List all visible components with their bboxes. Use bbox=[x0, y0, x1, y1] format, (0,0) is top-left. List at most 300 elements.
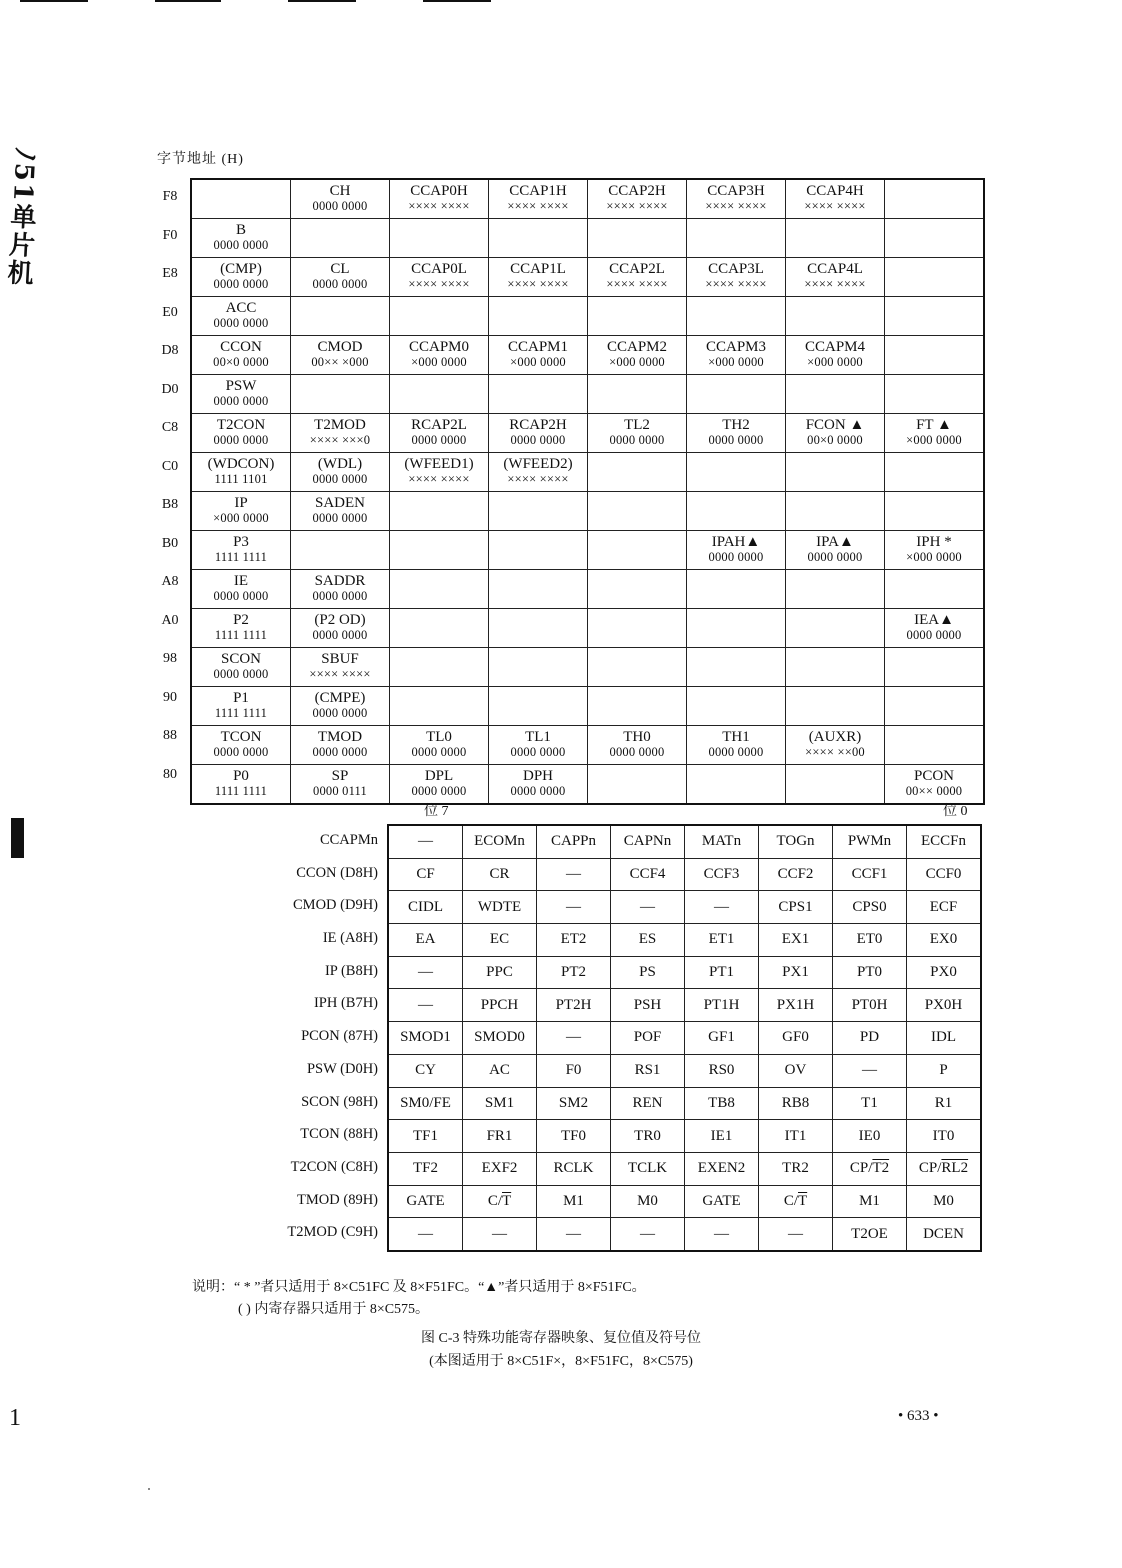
bit-cell: CCF3 bbox=[685, 858, 759, 891]
sfr-row bbox=[191, 179, 984, 219]
bit-cell: — bbox=[388, 956, 463, 989]
register-name: TL0 bbox=[426, 729, 452, 745]
sfr-cell bbox=[885, 375, 985, 414]
bit-register-label: PCON (87H) bbox=[301, 1028, 378, 1045]
reset-value: 0000 0000 bbox=[213, 433, 269, 447]
bit-definition-table bbox=[387, 824, 982, 1252]
note-line-1: 说明：“ * ”者只适用于 8×C51FC 及 8×F51FC。“▲”者只适用于 8×F51FC。 bbox=[192, 1280, 646, 1295]
bit-row bbox=[388, 858, 981, 891]
register-name: P1 bbox=[233, 690, 249, 706]
reset-value: 0000 0000 bbox=[411, 433, 467, 447]
register-name: TL1 bbox=[525, 729, 551, 745]
sfr-cell bbox=[390, 414, 489, 453]
sfr-cell bbox=[786, 297, 885, 336]
sfr-cell bbox=[885, 531, 985, 570]
bit-cell: RB8 bbox=[759, 1087, 833, 1120]
sfr-cell bbox=[885, 648, 985, 687]
reset-value: 0000 0000 bbox=[213, 238, 269, 252]
sfr-cell bbox=[687, 726, 786, 765]
bit-cell: IT0 bbox=[907, 1120, 982, 1153]
sfr-cell bbox=[588, 570, 687, 609]
sfr-cell bbox=[687, 765, 786, 805]
sfr-cell bbox=[588, 297, 687, 336]
bit-row bbox=[388, 1218, 981, 1251]
bit-row bbox=[388, 924, 981, 957]
sfr-cell bbox=[191, 258, 291, 297]
reset-value: ×××× ×××× bbox=[507, 277, 569, 291]
reset-value: 00×0 0000 bbox=[213, 355, 269, 369]
reset-value: ×000 0000 bbox=[510, 355, 566, 369]
reset-value: 0000 0000 bbox=[510, 745, 566, 759]
register-name: RCAP2H bbox=[509, 417, 567, 433]
register-name: DPL bbox=[424, 768, 454, 784]
sfr-cell bbox=[390, 297, 489, 336]
sfr-cell bbox=[191, 765, 291, 805]
register-name: RCAP2L bbox=[411, 417, 467, 433]
bit-cell: CCF2 bbox=[759, 858, 833, 891]
sfr-cell bbox=[588, 531, 687, 570]
address-label: 80 bbox=[163, 766, 177, 782]
sfr-cell bbox=[291, 336, 390, 375]
bit-cell: — bbox=[833, 1054, 907, 1087]
reset-value: ×000 0000 bbox=[411, 355, 467, 369]
bit-register-label: T2MOD (C9H) bbox=[287, 1224, 378, 1241]
sfr-cell bbox=[489, 219, 588, 258]
bit-cell: — bbox=[685, 891, 759, 924]
bit-cell: ET1 bbox=[685, 924, 759, 957]
sfr-cell bbox=[588, 179, 687, 219]
sfr-cell bbox=[390, 687, 489, 726]
register-name: T2MOD bbox=[314, 417, 366, 433]
bit-cell: PWMn bbox=[833, 825, 907, 858]
sfr-cell bbox=[786, 648, 885, 687]
bit-cell: REN bbox=[611, 1087, 685, 1120]
sfr-cell bbox=[489, 609, 588, 648]
register-name: (WDCON) bbox=[207, 456, 275, 472]
sfr-cell bbox=[687, 258, 786, 297]
sfr-cell bbox=[588, 726, 687, 765]
register-name: IEA▲ bbox=[914, 612, 954, 628]
bit-cell: $C/\overline{T}$ bbox=[759, 1185, 833, 1218]
register-name: IP bbox=[234, 495, 248, 511]
register-name: PSW bbox=[225, 378, 257, 394]
page-number: • 633 • bbox=[898, 1408, 939, 1424]
reset-value: 0000 0000 bbox=[213, 277, 269, 291]
address-label: E8 bbox=[162, 266, 178, 281]
register-name: CMOD bbox=[317, 339, 363, 355]
reset-value: 0000 0000 bbox=[708, 433, 764, 447]
sfr-cell bbox=[588, 414, 687, 453]
sfr-cell bbox=[291, 531, 390, 570]
sfr-row bbox=[191, 375, 984, 414]
address-label: C0 bbox=[161, 458, 179, 474]
sfr-cell bbox=[489, 375, 588, 414]
reset-value: ×××× ×××× bbox=[309, 667, 371, 681]
bit-cell: GF0 bbox=[759, 1022, 833, 1055]
sfr-cell bbox=[786, 531, 885, 570]
sfr-cell bbox=[687, 179, 786, 219]
bit-cell: R1 bbox=[907, 1087, 982, 1120]
sfr-cell bbox=[390, 453, 489, 492]
bit-cell: T1 bbox=[833, 1087, 907, 1120]
sfr-cell bbox=[687, 648, 786, 687]
register-name: SP bbox=[331, 768, 349, 784]
sfr-cell bbox=[885, 765, 985, 805]
sfr-cell bbox=[390, 726, 489, 765]
bit-cell: CPS0 bbox=[833, 891, 907, 924]
reset-value: ×××× ×××× bbox=[507, 472, 569, 486]
sfr-cell bbox=[390, 375, 489, 414]
sfr-cell bbox=[291, 297, 390, 336]
register-name: TL2 bbox=[624, 417, 650, 433]
bit-cell: CP/RL2 bbox=[907, 1152, 982, 1185]
bit-row bbox=[388, 1054, 981, 1087]
reset-value: 0000 0000 bbox=[807, 550, 863, 564]
sfr-cell bbox=[489, 648, 588, 687]
address-labels bbox=[150, 178, 190, 794]
bit-cell: CAPPn bbox=[537, 825, 611, 858]
bit-cell: M1 bbox=[537, 1185, 611, 1218]
sfr-cell bbox=[786, 609, 885, 648]
bit-cell: TR0 bbox=[611, 1120, 685, 1153]
bit-cell: EA bbox=[388, 924, 463, 957]
bit-cell: — bbox=[388, 989, 463, 1022]
sfr-map-table bbox=[190, 178, 985, 805]
register-name: CCAPM3 bbox=[705, 339, 767, 355]
sfr-cell bbox=[191, 336, 291, 375]
register-name: TH0 bbox=[623, 729, 651, 745]
bit-cell: TF2 bbox=[388, 1152, 463, 1185]
reset-value: 0000 0000 bbox=[708, 550, 764, 564]
bit-row bbox=[388, 891, 981, 924]
bit-cell: PT2H bbox=[537, 989, 611, 1022]
bit-cell: — bbox=[463, 1218, 537, 1251]
sfr-cell bbox=[291, 687, 390, 726]
sfr-cell bbox=[291, 765, 390, 805]
sfr-cell bbox=[588, 219, 687, 258]
sfr-row bbox=[191, 765, 984, 805]
bit-cell: CP/T2 bbox=[833, 1152, 907, 1185]
sfr-cell bbox=[687, 609, 786, 648]
register-name: FT ▲ bbox=[916, 417, 952, 433]
bit-register-label: TMOD (89H) bbox=[297, 1191, 378, 1208]
sfr-cell bbox=[489, 336, 588, 375]
sfr-cell bbox=[191, 297, 291, 336]
bit-row bbox=[388, 1152, 981, 1185]
reset-value: ×××× ××00 bbox=[805, 745, 865, 759]
bit-cell: — bbox=[537, 858, 611, 891]
bit-register-label: PSW (D0H) bbox=[306, 1060, 378, 1077]
bit-cell: CCF1 bbox=[833, 858, 907, 891]
top-rule bbox=[155, 0, 221, 2]
sfr-cell bbox=[390, 648, 489, 687]
sfr-cell bbox=[489, 179, 588, 219]
sfr-cell bbox=[191, 648, 291, 687]
sfr-cell bbox=[191, 453, 291, 492]
bit-cell: PS bbox=[611, 956, 685, 989]
sfr-row bbox=[191, 609, 984, 648]
bit-cell: GATE bbox=[388, 1185, 463, 1218]
bit-cell: PX1H bbox=[759, 989, 833, 1022]
reset-value: 0000 0000 bbox=[906, 628, 962, 642]
sfr-cell bbox=[390, 336, 489, 375]
bit-cell: POF bbox=[611, 1022, 685, 1055]
bit-cell: ECF bbox=[907, 891, 982, 924]
register-name: IPH * bbox=[916, 534, 952, 550]
register-name: CCAPM2 bbox=[606, 339, 668, 355]
sfr-row bbox=[191, 453, 984, 492]
sfr-cell bbox=[786, 726, 885, 765]
register-name: CCAP4H bbox=[806, 183, 864, 199]
reset-value: 00×0 0000 bbox=[807, 433, 863, 447]
sfr-cell bbox=[588, 375, 687, 414]
note-line-2: ( ) 内寄存器只适用于 8×C575。 bbox=[238, 1302, 430, 1317]
bit-cell: CR bbox=[463, 858, 537, 891]
address-label: D8 bbox=[161, 343, 179, 358]
sfr-cell bbox=[291, 414, 390, 453]
sfr-cell bbox=[489, 765, 588, 805]
bit-cell: FR1 bbox=[463, 1120, 537, 1153]
sfr-cell bbox=[588, 492, 687, 531]
reset-value: 0000 0000 bbox=[312, 745, 368, 759]
bit-cell: PSH bbox=[611, 989, 685, 1022]
sfr-cell bbox=[191, 609, 291, 648]
sfr-row bbox=[191, 687, 984, 726]
sfr-cell bbox=[885, 687, 985, 726]
register-name: CCAP1L bbox=[510, 261, 566, 277]
address-label: E0 bbox=[162, 304, 178, 320]
bit-row bbox=[388, 1087, 981, 1120]
reset-value: 0000 0000 bbox=[213, 394, 269, 408]
sfr-cell bbox=[687, 414, 786, 453]
register-name: CCAPM1 bbox=[507, 339, 569, 355]
margin-handwriting: ﾉ51单片机 bbox=[2, 147, 40, 288]
bit-cell: CY bbox=[388, 1054, 463, 1087]
sfr-row bbox=[191, 297, 984, 336]
bit-cell: PX0 bbox=[907, 956, 982, 989]
sfr-cell bbox=[291, 492, 390, 531]
sfr-row bbox=[191, 258, 984, 297]
margin-page-mark: 1 bbox=[9, 1405, 21, 1431]
sfr-cell bbox=[191, 687, 291, 726]
reset-value: 0000 0000 bbox=[411, 745, 467, 759]
bit-cell: TOGn bbox=[759, 825, 833, 858]
bit-cell: CCF4 bbox=[611, 858, 685, 891]
register-name: P0 bbox=[233, 768, 249, 784]
register-name: IPA▲ bbox=[816, 534, 854, 550]
bit-cell: AC bbox=[463, 1054, 537, 1087]
bit-cell: PPCH bbox=[463, 989, 537, 1022]
sfr-row bbox=[191, 414, 984, 453]
bit-cell: EX0 bbox=[907, 924, 982, 957]
bit-cell: PT2 bbox=[537, 956, 611, 989]
register-name: CCAP1H bbox=[509, 183, 567, 199]
register-name: B bbox=[235, 222, 246, 238]
sfr-cell bbox=[687, 453, 786, 492]
sfr-cell bbox=[191, 375, 291, 414]
bit-register-label: TCON (88H) bbox=[300, 1126, 378, 1143]
bit-cell: — bbox=[388, 1218, 463, 1251]
bit-cell: RS0 bbox=[685, 1054, 759, 1087]
bit-row bbox=[388, 825, 981, 858]
sfr-row bbox=[191, 336, 984, 375]
sfr-cell bbox=[390, 765, 489, 805]
reset-value: ×××× ×××× bbox=[705, 199, 767, 213]
bit-cell: — bbox=[759, 1218, 833, 1251]
bit7-label: 位 7 bbox=[424, 804, 449, 819]
register-name: CCAPM0 bbox=[408, 339, 470, 355]
reset-value: 0000 0000 bbox=[312, 472, 368, 486]
sfr-cell bbox=[885, 414, 985, 453]
register-name: CCAP2L bbox=[609, 261, 665, 277]
sfr-cell bbox=[390, 179, 489, 219]
sfr-cell bbox=[390, 609, 489, 648]
sfr-row bbox=[191, 492, 984, 531]
bit-cell: — bbox=[611, 891, 685, 924]
reset-value: 1111 1101 bbox=[214, 472, 268, 486]
sfr-row bbox=[191, 726, 984, 765]
bit-cell: EX1 bbox=[759, 924, 833, 957]
top-rule bbox=[423, 0, 491, 2]
reset-value: 0000 0000 bbox=[312, 277, 368, 291]
bit-cell: RS1 bbox=[611, 1054, 685, 1087]
bit-cell: EC bbox=[463, 924, 537, 957]
sfr-cell bbox=[390, 570, 489, 609]
bit-cell: — bbox=[537, 1022, 611, 1055]
address-label: D0 bbox=[161, 381, 179, 397]
bit-cell: CAPNn bbox=[611, 825, 685, 858]
register-name: (CMP) bbox=[220, 261, 262, 277]
sfr-cell bbox=[390, 492, 489, 531]
reset-value: ×000 0000 bbox=[609, 355, 665, 369]
sfr-cell bbox=[588, 765, 687, 805]
bit-cell: EXF2 bbox=[463, 1152, 537, 1185]
sfr-cell bbox=[885, 336, 985, 375]
sfr-cell bbox=[489, 453, 588, 492]
sfr-cell bbox=[191, 219, 291, 258]
bit-cell: WDTE bbox=[463, 891, 537, 924]
reset-value: ×××× ×××× bbox=[408, 277, 470, 291]
sfr-cell bbox=[786, 375, 885, 414]
register-name: SADEN bbox=[314, 495, 365, 511]
sfr-cell bbox=[588, 258, 687, 297]
sfr-cell bbox=[687, 375, 786, 414]
bit-cell: ECOMn bbox=[463, 825, 537, 858]
bit-cell: T2OE bbox=[833, 1218, 907, 1251]
sfr-cell bbox=[588, 336, 687, 375]
register-name: SADDR bbox=[314, 573, 366, 589]
reset-value: 0000 0000 bbox=[411, 784, 467, 798]
sfr-cell bbox=[291, 453, 390, 492]
bit-cell: $C/\overline{T}$ bbox=[463, 1185, 537, 1218]
bit-cell: CPS1 bbox=[759, 891, 833, 924]
bit-cell: CCF0 bbox=[907, 858, 982, 891]
reset-value: ×000 0000 bbox=[213, 511, 269, 525]
sfr-cell bbox=[191, 179, 291, 219]
bit-row bbox=[388, 1022, 981, 1055]
register-name: ACC bbox=[225, 300, 257, 316]
reset-value: 0000 0000 bbox=[213, 667, 269, 681]
reset-value: 0000 0000 bbox=[213, 316, 269, 330]
register-name: (P2 OD) bbox=[314, 612, 366, 628]
address-label: B0 bbox=[161, 535, 179, 551]
bit-cell: IE0 bbox=[833, 1120, 907, 1153]
sfr-cell bbox=[687, 297, 786, 336]
bit-cell: MATn bbox=[685, 825, 759, 858]
bit-row bbox=[388, 1185, 981, 1218]
sfr-cell bbox=[687, 687, 786, 726]
bit-cell: IDL bbox=[907, 1022, 982, 1055]
bit-cell: M0 bbox=[907, 1185, 982, 1218]
bit-cell: SM1 bbox=[463, 1087, 537, 1120]
sfr-cell bbox=[588, 453, 687, 492]
sfr-cell bbox=[191, 726, 291, 765]
sfr-cell bbox=[191, 414, 291, 453]
bit-cell: GATE bbox=[685, 1185, 759, 1218]
figure-subcaption: (本图适用于 8×C51F×，8×F51FC，8×C575) bbox=[429, 1354, 693, 1369]
bit-cell: TR2 bbox=[759, 1152, 833, 1185]
sfr-cell bbox=[786, 570, 885, 609]
register-name: CCAP4L bbox=[807, 261, 863, 277]
bit-register-label: IP (B8H) bbox=[324, 962, 378, 979]
reset-value: 1111 1111 bbox=[214, 628, 268, 642]
sfr-cell bbox=[786, 492, 885, 531]
sfr-cell bbox=[191, 492, 291, 531]
sfr-cell bbox=[291, 726, 390, 765]
sfr-cell bbox=[687, 492, 786, 531]
sfr-row bbox=[191, 531, 984, 570]
register-name: CCAP0L bbox=[411, 261, 467, 277]
bit-register-label: IPH (B7H) bbox=[313, 995, 378, 1012]
bit-cell: TB8 bbox=[685, 1087, 759, 1120]
bit-register-label: CCON (D8H) bbox=[296, 864, 378, 881]
bit-cell: PT0H bbox=[833, 989, 907, 1022]
sfr-cell bbox=[786, 179, 885, 219]
bit-cell: P bbox=[907, 1054, 982, 1087]
bit-cell: PT1 bbox=[685, 956, 759, 989]
reset-value: 0000 0000 bbox=[213, 589, 269, 603]
bit-cell: RCLK bbox=[537, 1152, 611, 1185]
register-name: (WFEED2) bbox=[503, 456, 573, 472]
sfr-cell bbox=[291, 219, 390, 258]
sfr-cell bbox=[489, 492, 588, 531]
bit-cell: CIDL bbox=[388, 891, 463, 924]
bit-cell: IE1 bbox=[685, 1120, 759, 1153]
address-label: C8 bbox=[161, 420, 179, 435]
register-name: T2CON bbox=[216, 417, 266, 433]
sfr-cell bbox=[786, 765, 885, 805]
reset-value: ×000 0000 bbox=[708, 355, 764, 369]
bit-cell: SM0/FE bbox=[388, 1087, 463, 1120]
bit-cell: CF bbox=[388, 858, 463, 891]
register-name: CH bbox=[329, 183, 351, 199]
bit-cell: ECCFn bbox=[907, 825, 982, 858]
bit-cell: PX1 bbox=[759, 956, 833, 989]
sfr-cell bbox=[588, 687, 687, 726]
bit-register-names bbox=[250, 824, 382, 1249]
bit-cell: TCLK bbox=[611, 1152, 685, 1185]
reset-value: 00×× ×000 bbox=[311, 355, 369, 369]
bit-register-label: T2CON (C8H) bbox=[290, 1158, 378, 1175]
sfr-cell bbox=[885, 297, 985, 336]
sfr-cell bbox=[885, 179, 985, 219]
register-name: FCON ▲ bbox=[805, 417, 865, 433]
sfr-cell bbox=[291, 179, 390, 219]
sfr-cell bbox=[588, 648, 687, 687]
register-name: (WFEED1) bbox=[404, 456, 474, 472]
reset-value: 00×× 0000 bbox=[905, 784, 963, 798]
sfr-cell bbox=[687, 219, 786, 258]
